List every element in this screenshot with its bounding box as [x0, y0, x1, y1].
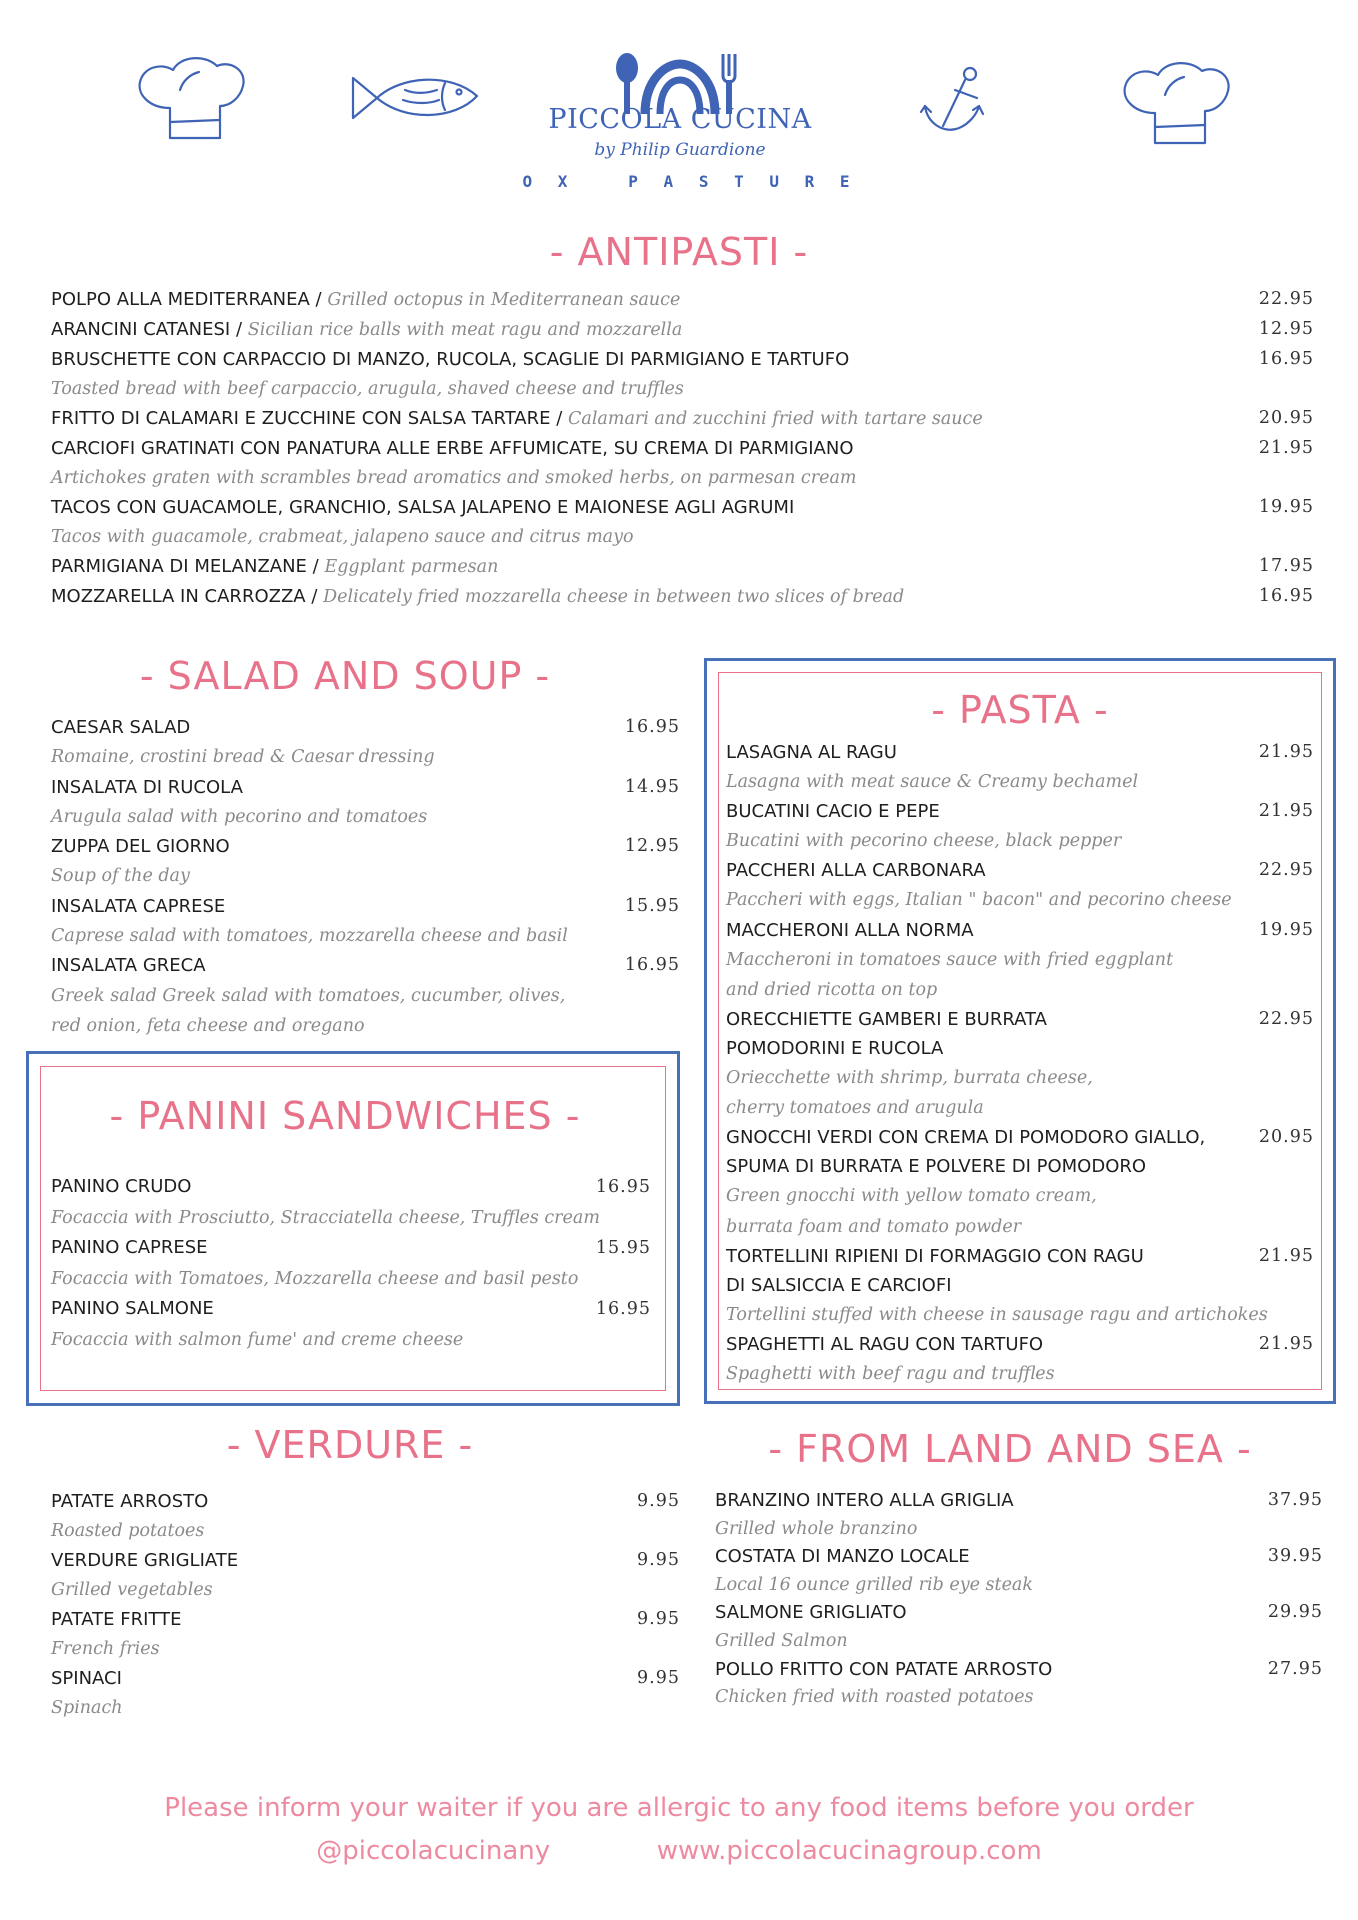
menu-item: [726, 797, 1314, 856]
menu-item: [51, 1664, 680, 1723]
item-description-cont: red onion, feta cheese and oregano: [51, 1015, 365, 1036]
menu-item: [726, 856, 1314, 915]
pasta-list: [726, 738, 1314, 1389]
menu-item: [726, 738, 1314, 797]
menu-item: [715, 1543, 1323, 1599]
item-description: Romaine, crostini bread & Caesar dressing: [51, 747, 435, 768]
item-description: Spaghetti with beef ragu and truffles: [726, 1363, 1055, 1384]
item-description: Paccheri with eggs, Italian " bacon" and pecorino cheese: [726, 890, 1232, 911]
item-price: 15.95: [595, 1238, 651, 1258]
item-price: 16.95: [624, 955, 680, 976]
item-price: 21.95: [1258, 1333, 1314, 1354]
item-price: 9.95: [637, 1550, 680, 1570]
item-description: French fries: [51, 1639, 160, 1659]
item-description: Grilled vegetables: [51, 1580, 213, 1600]
item-price: 39.95: [1267, 1546, 1323, 1567]
item-description-cont: and dried ricotta on top: [726, 979, 938, 1000]
item-description-cont: burrata foam and tomato powder: [726, 1216, 1022, 1237]
item-description: Maccheroni in tomatoes sauce with fried eggplant: [726, 949, 1174, 970]
item-description: Bucatini with pecorino cheese, black pepper: [726, 831, 1122, 852]
item-price: 17.95: [1258, 556, 1314, 576]
item-price: 9.95: [637, 1609, 680, 1629]
menu-item: [51, 1487, 680, 1546]
item-separator: /: [309, 289, 328, 310]
brand-byline: by Philip Guardione: [594, 140, 766, 160]
item-price: 12.95: [624, 836, 680, 857]
item-description: Tacos with guacamole, crabmeat, jalapeno sauce and citrus mayo: [51, 527, 634, 547]
item-description: Grilled octopus in Mediterranean sauce: [327, 290, 681, 310]
menu-item: [726, 1330, 1314, 1389]
antipasti-list: [51, 285, 1314, 612]
allergy-note: Please inform your waiter if you are allergic to any food items before you order: [164, 1793, 1194, 1823]
item-description: Lasagna with meat sauce & Creamy bechamel: [726, 772, 1139, 793]
brand-location: O X P A S T U R E: [522, 172, 858, 191]
item-name: MOZZARELLA IN CARROZZA: [51, 586, 306, 607]
item-separator: /: [305, 586, 324, 607]
menu-item: [726, 916, 1314, 1005]
item-description: Focaccia with Tomatoes, Mozzarella cheese and basil pesto: [51, 1268, 579, 1289]
item-price: 20.95: [1258, 408, 1314, 428]
item-name: ZUPPA DEL GIORNO: [51, 836, 230, 858]
menu-item: [715, 1599, 1323, 1655]
item-price: 19.95: [1258, 919, 1314, 940]
item-name: INSALATA DI RUCOLA: [51, 776, 243, 798]
item-price: 16.95: [624, 717, 680, 737]
menu-item: [715, 1656, 1323, 1712]
menu-item: [51, 832, 680, 892]
item-price: 21.95: [1258, 801, 1314, 822]
item-price: 21.95: [1258, 438, 1314, 458]
item-separator: /: [550, 408, 569, 429]
item-price: 37.95: [1267, 1490, 1323, 1510]
item-name: SPAGHETTI AL RAGU CON TARTUFO: [726, 1333, 1044, 1355]
menu-item: [726, 1005, 1314, 1123]
menu-item: [51, 434, 1314, 493]
item-name: BRANZINO INTERO ALLA GRIGLIA: [715, 1490, 1014, 1511]
item-name: ORECCHIETTE GAMBERI E BURRATA: [726, 1008, 1047, 1030]
menu-item: [715, 1487, 1323, 1543]
item-description: Green gnocchi with yellow tomato cream,: [726, 1186, 1097, 1207]
chef-hat-icon: [125, 50, 255, 145]
item-name: POLPO ALLA MEDITERRANEA: [51, 289, 310, 310]
item-description: Roasted potatoes: [51, 1521, 205, 1541]
item-name: MACCHERONI ALLA NORMA: [726, 919, 974, 941]
item-description: Focaccia with salmon fume' and creme cheese: [51, 1329, 464, 1350]
item-name: PANINO CAPRESE: [51, 1237, 208, 1258]
menu-item: [51, 315, 1314, 345]
item-separator: /: [306, 556, 325, 577]
menu-item: [51, 404, 1314, 434]
item-price: 21.95: [1258, 742, 1314, 762]
item-name: TORTELLINI RIPIENI DI FORMAGGIO CON RAGU: [726, 1245, 1144, 1267]
item-name: SALMONE GRIGLIATO: [715, 1602, 907, 1624]
menu-item: [726, 1123, 1314, 1241]
item-description: Spinach: [51, 1698, 123, 1718]
section-title-antipasti: - ANTIPASTI -: [549, 230, 809, 274]
fish-icon: [345, 68, 485, 128]
item-description: Eggplant parmesan: [324, 557, 499, 577]
menu-item: [51, 773, 680, 833]
section-title-pasta: - PASTA -: [931, 688, 1109, 732]
item-name: POLLO FRITTO CON PATATE ARROSTO: [715, 1658, 1053, 1680]
item-price: 22.95: [1258, 860, 1314, 881]
anchor-icon: [915, 62, 995, 137]
item-description: Greek salad Greek salad with tomatoes, cucumber, olives,: [51, 985, 566, 1006]
section-title-land-sea: - FROM LAND AND SEA -: [768, 1427, 1252, 1471]
item-description: Chicken fried with roasted potatoes: [715, 1687, 1034, 1708]
item-description: Artichokes graten with scrambles bread aromatics and smoked herbs, on parmesan cream: [51, 468, 857, 488]
salad-list: [51, 713, 680, 1041]
brand-name: PICCOLA CUCINA: [548, 104, 812, 135]
item-description: Arugula salad with pecorino and tomatoes: [51, 806, 428, 827]
item-name: PARMIGIANA DI MELANZANE: [51, 556, 307, 577]
item-name: PATATE FRITTE: [51, 1609, 182, 1630]
item-name: INSALATA CAPRESE: [51, 895, 226, 917]
item-description: Local 16 ounce grilled rib eye steak: [715, 1574, 1033, 1595]
item-name: CAESAR SALAD: [51, 717, 191, 738]
item-description: Soup of the day: [51, 866, 190, 887]
item-price: 12.95: [1258, 319, 1314, 339]
item-description: Calamari and zucchini fried with tartare sauce: [568, 409, 983, 429]
item-price: 16.95: [595, 1177, 651, 1197]
item-name: SPINACI: [51, 1668, 122, 1689]
item-name: TACOS CON GUACAMOLE, GRANCHIO, SALSA JALAPENO E MAIONESE AGLI AGRUMI: [51, 497, 795, 518]
item-price: 22.95: [1258, 1008, 1314, 1029]
item-name: CARCIOFI GRATINATI CON PANATURA ALLE ERBE AFFUMICATE, SU CREMA DI PARMIGIANO: [51, 438, 854, 459]
item-price: 16.95: [1258, 586, 1314, 606]
item-name: VERDURE GRIGLIATE: [51, 1550, 239, 1571]
item-description: Delicately fried mozzarella cheese in between two slices of bread: [323, 587, 905, 607]
section-title-salad: - SALAD AND SOUP -: [139, 654, 551, 698]
item-price: 9.95: [637, 1491, 680, 1511]
item-name-cont: SPUMA DI BURRATA E POLVERE DI POMODORO: [726, 1156, 1147, 1178]
menu-item: [51, 713, 680, 773]
item-price: 16.95: [1258, 349, 1314, 369]
item-description-cont: cherry tomatoes and arugula: [726, 1098, 984, 1119]
item-name: LASAGNA AL RAGU: [726, 742, 897, 763]
item-price: 20.95: [1258, 1127, 1314, 1148]
item-price: 9.95: [637, 1668, 680, 1688]
item-price: 27.95: [1267, 1658, 1323, 1679]
item-name: PATATE ARROSTO: [51, 1491, 209, 1512]
item-description: Toasted bread with beef carpaccio, arugula, shaved cheese and truffles: [51, 379, 684, 399]
menu-item: [51, 951, 680, 1041]
menu-item: [51, 1546, 680, 1605]
item-name-cont: POMODORINI E RUCOLA: [726, 1037, 944, 1059]
footer-links: [0, 1836, 1358, 1866]
item-name: BUCATINI CACIO E PEPE: [726, 801, 940, 823]
website-link[interactable]: www.piccolacucinagroup.com: [656, 1836, 1042, 1866]
menu-item: [51, 552, 1314, 582]
panini-list: [51, 1172, 651, 1355]
item-price: 16.95: [595, 1299, 651, 1319]
item-price: 19.95: [1258, 497, 1314, 517]
menu-item: [51, 493, 1314, 552]
chef-hat-icon: [1110, 55, 1240, 150]
item-name: PACCHERI ALLA CARBONARA: [726, 860, 986, 882]
item-description: Tortellini stuffed with cheese in sausage ragu and artichokes: [726, 1304, 1268, 1325]
menu-item: [51, 285, 1314, 315]
item-name: ARANCINI CATANESI: [51, 319, 231, 340]
item-description: Grilled whole branzino: [715, 1518, 918, 1539]
item-price: 15.95: [624, 895, 680, 916]
item-name: FRITTO DI CALAMARI E ZUCCHINE CON SALSA TARTARE: [51, 408, 551, 429]
item-price: 21.95: [1258, 1245, 1314, 1266]
item-description: Grilled Salmon: [715, 1630, 848, 1651]
item-name: GNOCCHI VERDI CON CREMA DI POMODORO GIALLO,: [726, 1127, 1206, 1149]
item-price: 29.95: [1267, 1602, 1323, 1623]
land-sea-list: [715, 1487, 1323, 1712]
social-handle-link[interactable]: @piccolacucinany: [316, 1836, 551, 1866]
section-title-verdure: - VERDURE -: [226, 1423, 474, 1467]
item-price: 14.95: [624, 776, 680, 797]
item-description: Caprese salad with tomatoes, mozzarella cheese and basil: [51, 926, 568, 947]
menu-item: [51, 1605, 680, 1664]
item-description: Focaccia with Prosciutto, Stracciatella cheese, Truffles cream: [51, 1207, 600, 1228]
item-description: Sicilian rice balls with meat ragu and mozzarella: [247, 320, 683, 340]
item-name-cont: DI SALSICCIA E CARCIOFI: [726, 1274, 952, 1296]
item-name: PANINO CRUDO: [51, 1176, 192, 1197]
item-description: Oriecchette with shrimp, burrata cheese,: [726, 1068, 1093, 1089]
verdure-list: [51, 1487, 680, 1723]
item-name: INSALATA GRECA: [51, 955, 206, 977]
item-name: PANINO SALMONE: [51, 1298, 214, 1319]
menu-item: [51, 892, 680, 952]
menu-item: [51, 345, 1314, 404]
item-name: BRUSCHETTE CON CARPACCIO DI MANZO, RUCOLA, SCAGLIE DI PARMIGIANO E TARTUFO: [51, 349, 850, 370]
menu-item: [51, 1233, 651, 1294]
item-name: COSTATA DI MANZO LOCALE: [715, 1546, 970, 1568]
menu-item: [51, 1172, 651, 1233]
item-separator: /: [230, 319, 248, 340]
menu-item: [51, 582, 1314, 612]
section-title-panini: - PANINI SANDWICHES -: [109, 1094, 581, 1138]
menu-item: [726, 1242, 1314, 1330]
menu-item: [51, 1294, 651, 1355]
item-price: 22.95: [1258, 289, 1314, 309]
